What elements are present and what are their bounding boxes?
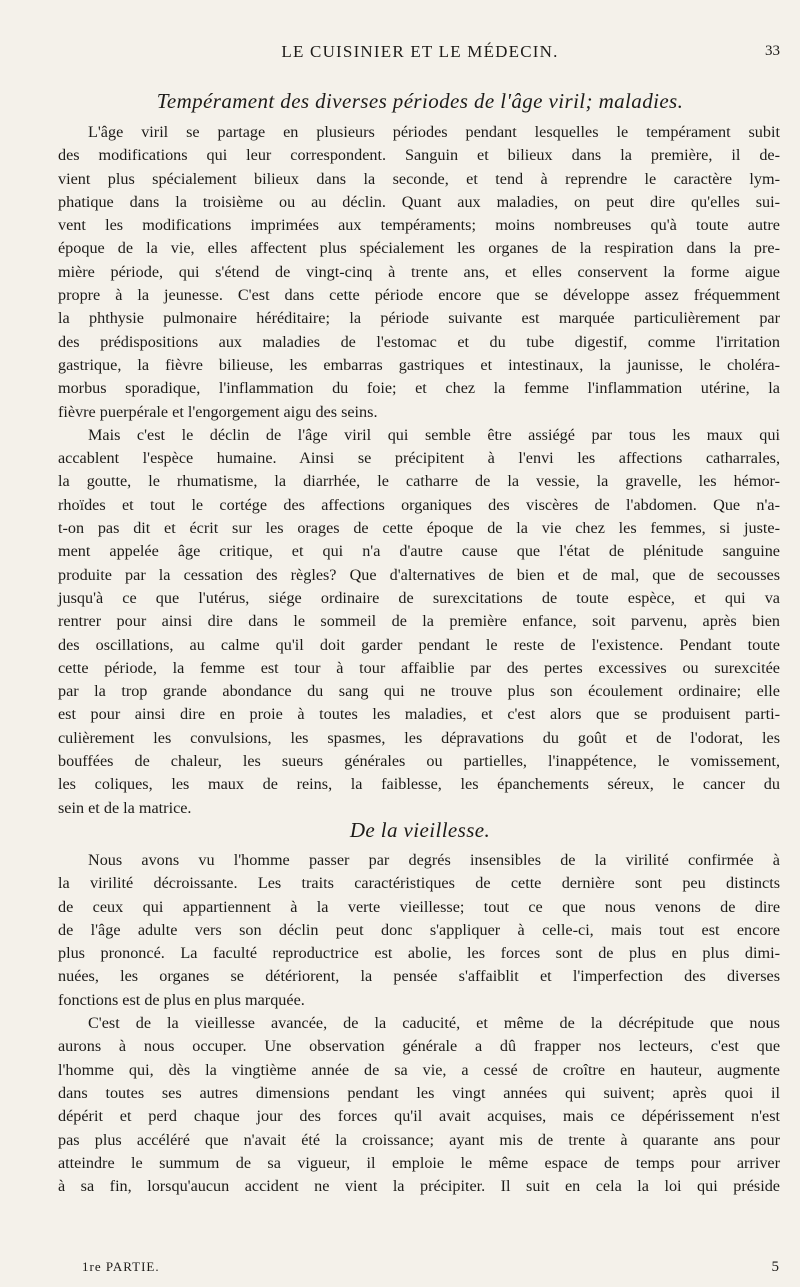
text-line: nuées, les organes se détériorent, la pensée s'affaiblit et l'imperfection des diverses: [58, 967, 780, 986]
page-number: 33: [765, 43, 780, 59]
text-line: des modifications qui leur correspondent. Sanguin et bilieux dans la première, il de-: [58, 146, 780, 165]
signature-number: 5: [771, 1259, 780, 1275]
text-line: vient plus spécialement bilieux dans la seconde, et tend à reprendre le caractère lym-: [58, 169, 780, 188]
text-line: atteindre le summum de sa vigueur, il emploie le même espace de temps pour arriver: [58, 1153, 780, 1172]
page-footer: [82, 1259, 780, 1279]
text-line: t-on pas dit et écrit sur les orages de cette époque de la vie chez les femmes, si juste-: [58, 519, 780, 538]
section-body-temperament: [58, 121, 780, 820]
text-line: gastrique, la fièvre bilieuse, les embarras gastriques et intestinaux, la jaunisse, le choléra-: [58, 355, 780, 374]
text-line: Mais c'est le déclin de l'âge viril qui semble être assiégé par tous les maux qui: [88, 425, 780, 444]
signature-mark: 1re PARTIE.: [82, 1259, 160, 1274]
section-title-vieillesse: De la vieillesse.: [349, 818, 491, 842]
text-line: propre à la jeunesse. C'est dans cette période encore que se développe assez fréquemment: [58, 286, 780, 305]
text-line: L'âge viril se partage en plusieurs périodes pendant lesquelles le tempérament subit: [88, 123, 780, 141]
text-line: C'est de la vieillesse avancée, de la caducité, et même de la décrépitude que nous: [88, 1014, 780, 1033]
text-line: fièvre puerpérale et l'engorgement aigu des seins.: [58, 402, 378, 421]
text-line: la goutte, le rhumatisme, la diarrhée, le catharre de la vessie, la gravelle, les hémor-: [58, 472, 780, 491]
text-line: de ceux qui appartiennent à la verte vieillesse; tout ce que nous venons de dire: [58, 897, 780, 916]
text-line: les coliques, les maux de reins, la faiblesse, les épanchements séreux, le cancer du: [58, 775, 780, 794]
text-line: plus prononcé. La faculté reproductrice est abolie, les forces sont de plus en plus dimi-: [58, 944, 780, 963]
text-line: cette période, la femme est tour à tour affaiblie par des pertes excessives ou surexcitée: [58, 658, 780, 677]
text-line: ment appelée âge critique, et qui n'a d'autre cause que l'état de plénitude sanguine: [58, 542, 780, 561]
text-line: rentrer pour ainsi dire dans le sommeil de la première enfance, soit parvenu, après bien: [58, 612, 780, 631]
section-title-temperament: Tempérament des diverses périodes de l'âge viril; maladies.: [156, 89, 684, 113]
text-line: des oscillations, au calme qu'il doit garder pendant le reste de l'existence. Pendant toute: [58, 635, 780, 654]
text-line: produite par la cessation des règles? Que d'alternatives de bien et de mal, que de secousses: [58, 565, 780, 584]
text-line: la virilité décroissante. Les traits caractéristiques de cette dernière sont peu distincts: [58, 874, 780, 893]
text-line: à sa fin, lorsqu'aucun accident ne vient la précipiter. Il suit en cela la loi qui préside: [58, 1177, 780, 1196]
text-line: phatique dans la troisième ou au déclin. Quant aux maladies, on peut dire qu'elles sui-: [58, 192, 780, 211]
text-line: par la trop grande abondance du sang qui ne trouve plus son écoulement ordinaire; elle: [58, 682, 780, 701]
text-line: pas plus accéléré que n'avait été la croissance; ayant mis de trente à quarante ans pour: [58, 1130, 780, 1149]
text-line: la phthysie pulmonaire héréditaire; la période suivante est marquée particulièrement par: [58, 309, 780, 328]
text-line: dépérit et perd chaque jour des forces qu'il avait acquises, mais ce dépérissement n'est: [58, 1107, 780, 1126]
text-line: bouffées de chaleur, les sueurs générales ou partielles, l'inappétence, le vomissement,: [58, 752, 780, 771]
text-line: aurons à nous occuper. Une observation générale a dû frapper nos lecteurs, c'est que: [58, 1037, 780, 1056]
text-line: sein et de la matrice.: [58, 798, 192, 817]
text-line: des prédispositions aux maladies de l'estomac et du tube digestif, comme l'irritation: [58, 332, 780, 351]
text-line: l'homme qui, dès la vingtième année de sa vie, a cessé de croître en hauteur, augmente: [58, 1060, 780, 1079]
text-line: fonctions est de plus en plus marquée.: [58, 990, 305, 1009]
running-title: LE CUISINIER ET LE MÉDECIN.: [281, 42, 559, 61]
text-line: époque de la vie, elles affectent plus spécialement les organes de la respiration dans la pre-: [58, 239, 780, 258]
text-line: morbus sporadique, l'inflammation du foie; et chez la femme l'inflammation utérine, la: [58, 379, 780, 398]
text-line: vent les modifications imprimées aux tempéraments; moins nombreuses qu'à toute autre: [58, 216, 780, 235]
section-body-vieillesse: [58, 849, 780, 1198]
text-line: est pour ainsi dire en proie à toutes les maladies, et c'est alors que se produisent parti-: [58, 705, 780, 724]
text-line: accablent l'espèce humaine. Ainsi se précipitent à l'envi les affections catharrales,: [58, 449, 780, 468]
text-line: mière période, qui s'étend de vingt-cinq à trente ans, et elles conservent la forme aigue: [58, 262, 780, 281]
text-line: culièrement les convulsions, les spasmes, les dépravations du goût et de l'odorat, les: [58, 728, 780, 747]
text-line: rhoïdes et tout le cortége des affections organiques des viscères de l'abdomen. Que n'a-: [58, 495, 780, 514]
text-line: dans toutes ses autres dimensions pendant les vingt années qui suivent; après quoi il: [58, 1083, 780, 1102]
text-line: Nous avons vu l'homme passer par degrés insensibles de la virilité confirmée à: [88, 851, 780, 869]
text-line: de l'âge adulte vers son déclin peut donc s'appliquer à celle-ci, mais tout est encore: [58, 920, 780, 939]
text-line: jusqu'à ce que l'utérus, siége ordinaire de surexcitations de toute espèce, et qui va: [58, 588, 780, 607]
running-header: [60, 42, 780, 66]
